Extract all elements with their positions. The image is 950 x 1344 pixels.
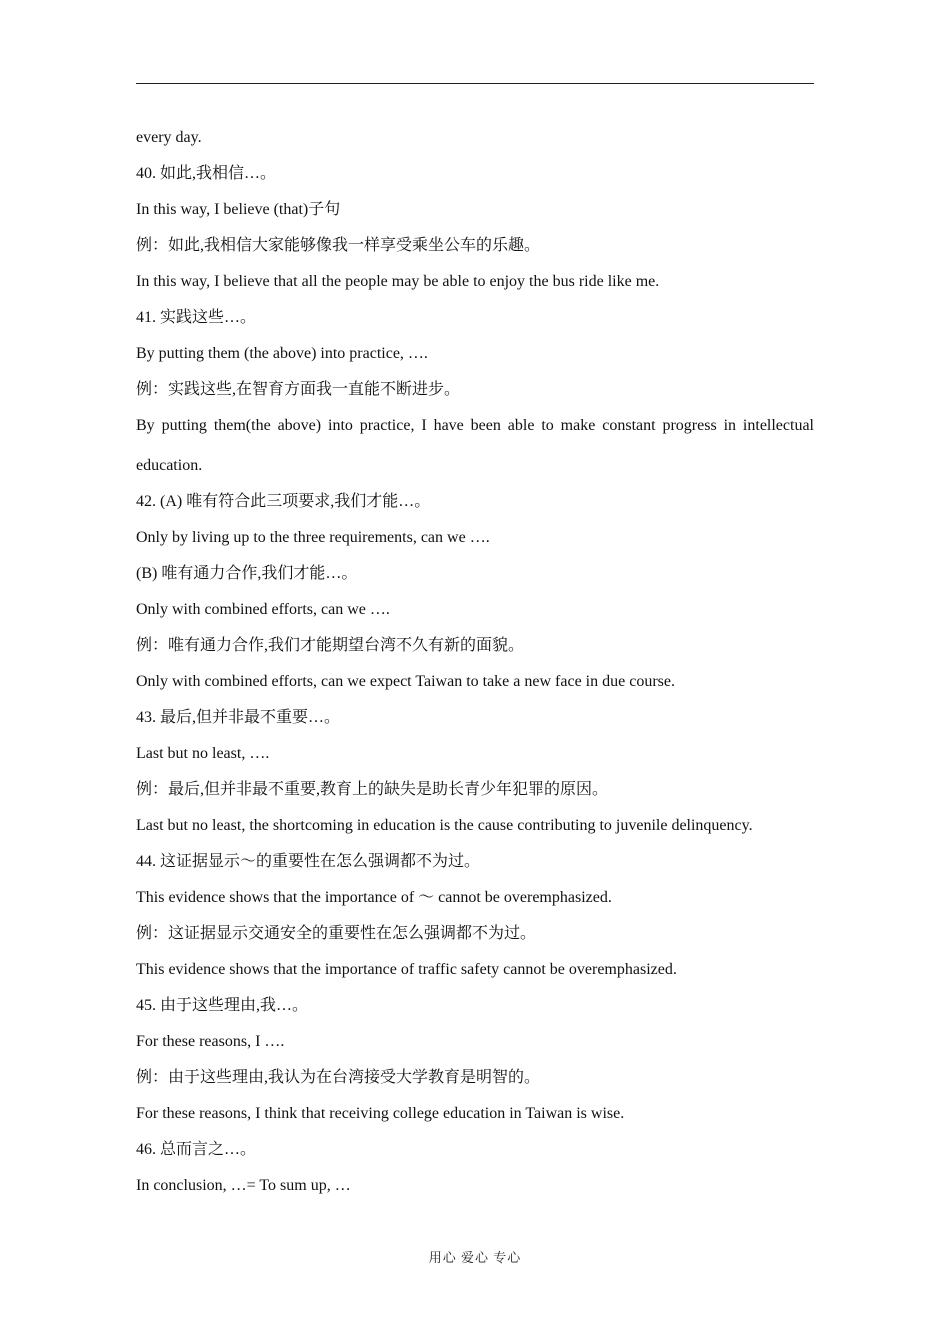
document-body [136, 120, 814, 1204]
text-line: 42. (A) 唯有符合此三项要求,我们才能…。 [136, 493, 431, 510]
text-line: Only with combined efforts, can we expect Taiwan to take a new face in due course. [136, 673, 675, 690]
header-rule [136, 83, 814, 84]
text-line: In conclusion, …= To sum up, … [136, 1177, 351, 1194]
text-line: 40. 如此,我相信…。 [136, 165, 277, 182]
text-line: 例：这证据显示交通安全的重要性在怎么强调都不为过。 [136, 925, 537, 942]
text-line: This evidence shows that the importance of traffic safety cannot be overemphasized. [136, 961, 677, 978]
text-line: In this way, I believe that all the people may be able to enjoy the bus ride like me. [136, 273, 660, 290]
text-line: 41. 实践这些…。 [136, 309, 257, 326]
page-footer: 用心 爱心 专心 [428, 1250, 522, 1265]
text-line: 例：如此,我相信大家能够像我一样享受乘坐公车的乐趣。 [136, 237, 541, 254]
text-line: Last but no least, the shortcoming in education is the cause contributing to juvenile delinquency. [136, 817, 753, 834]
text-line: 例：实践这些,在智育方面我一直能不断进步。 [136, 381, 461, 398]
text-line: Last but no least, …. [136, 745, 270, 762]
text-line: 46. 总而言之…。 [136, 1141, 257, 1158]
text-line: In this way, I believe (that)子句 [136, 201, 341, 218]
text-line: Only with combined efforts, can we …. [136, 601, 390, 618]
text-line: By putting them(the above) into practice, I have been able to make constant progress in intellectual education. [136, 417, 814, 474]
text-line: 43. 最后,但并非最不重要…。 [136, 709, 341, 726]
text-line: 45. 由于这些理由,我…。 [136, 997, 309, 1014]
text-line: Only by living up to the three requirements, can we …. [136, 529, 490, 546]
text-line: 例：唯有通力合作,我们才能期望台湾不久有新的面貌。 [136, 637, 525, 654]
text-line: For these reasons, I …. [136, 1033, 285, 1050]
text-line: By putting them (the above) into practice, …. [136, 345, 428, 362]
text-line: For these reasons, I think that receiving college education in Taiwan is wise. [136, 1105, 625, 1122]
text-line: 44. 这证据显示～的重要性在怎么强调都不为过。 [136, 853, 481, 870]
text-line: (B) 唯有通力合作,我们才能…。 [136, 565, 358, 582]
text-line: This evidence shows that the importance of ～ cannot be overemphasized. [136, 889, 612, 906]
text-line: 例：最后,但并非最不重要,教育上的缺失是助长青少年犯罪的原因。 [136, 781, 609, 798]
text-line: 例：由于这些理由,我认为在台湾接受大学教育是明智的。 [136, 1069, 541, 1086]
text-line: every day. [136, 129, 202, 146]
